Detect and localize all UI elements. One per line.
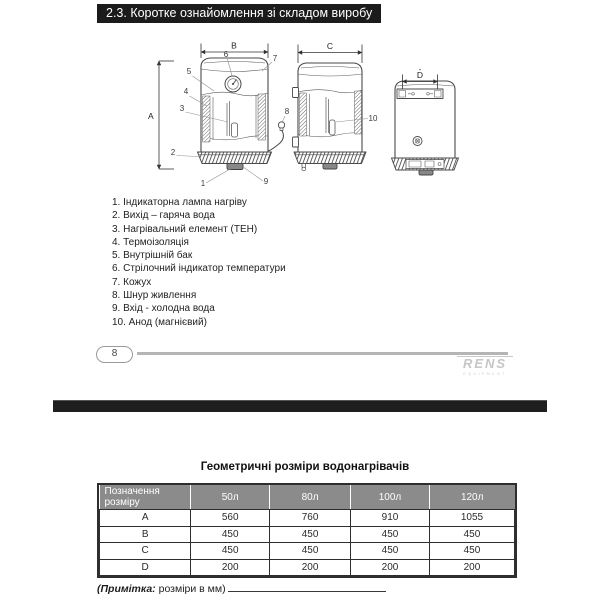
callout-1: 1	[200, 179, 206, 188]
brand-logo	[457, 356, 513, 376]
temperature-gauge-icon	[225, 76, 241, 92]
table-row	[100, 526, 515, 543]
table-cell: 450	[270, 543, 351, 560]
row-label: B	[100, 526, 191, 543]
callout-7: 7	[272, 54, 278, 63]
table-cell: 450	[351, 526, 430, 543]
callout-3: 3	[179, 104, 185, 113]
dimension-C	[298, 41, 362, 63]
brand-logo-subtext: EQUIPMENT	[463, 371, 507, 376]
row-label: A	[100, 510, 191, 527]
power-cord-icon	[269, 122, 285, 151]
column-header: Позначення розміру	[100, 485, 191, 510]
table-row	[100, 543, 515, 560]
table-cell: 1055	[429, 510, 514, 527]
table-cell: 450	[191, 543, 270, 560]
table-row	[100, 510, 515, 527]
page-divider-bar	[53, 400, 547, 412]
brand-logo-text: RENS	[457, 356, 513, 371]
mount-bracket-icon	[293, 137, 299, 147]
dimensions-table	[97, 483, 517, 578]
table-title: Геометричні розміри водонагрівачів	[200, 461, 410, 473]
parts-list-item: 6. Стрілочний індикатор температури	[112, 263, 286, 275]
callout-4: 4	[183, 87, 189, 96]
dim-label-c: C	[326, 41, 334, 51]
dim-label-b: B	[231, 40, 237, 51]
table-cell: 450	[429, 526, 514, 543]
callout-2: 2	[170, 148, 176, 157]
table-cell: 450	[429, 543, 514, 560]
row-label: C	[100, 543, 191, 560]
parts-list-item: 1. Індикаторна лампа нагріву	[112, 197, 247, 208]
table-cell: 450	[191, 526, 270, 543]
drain-cap-icon	[227, 164, 243, 170]
parts-list-item: 10. Анод (магнієвий)	[112, 316, 207, 328]
column-header: 80л	[270, 485, 351, 510]
parts-list-item: 2. Вихід – гаряча вода	[112, 210, 215, 222]
table-row	[100, 559, 515, 576]
page-number-badge	[96, 346, 133, 363]
table-cell: 200	[429, 559, 514, 576]
table-cell: 910	[351, 510, 430, 527]
table-cell: 200	[351, 559, 430, 576]
note-underline	[228, 581, 386, 592]
table-cell: 200	[270, 559, 351, 576]
callout-8: 8	[284, 107, 290, 116]
parts-list-item: 7. Кожух	[112, 276, 152, 288]
dim-label-d: D	[416, 70, 424, 80]
callout-5: 5	[186, 67, 192, 76]
table-cell: 450	[351, 543, 430, 560]
section-header	[97, 4, 381, 23]
back-view-drawing	[392, 69, 459, 175]
table-cell: 560	[191, 510, 270, 527]
footer-rule	[137, 352, 508, 355]
dim-label-a: A	[148, 111, 154, 121]
front-view-drawing	[148, 41, 290, 189]
mount-bracket-icon	[293, 88, 299, 98]
dimension-B	[201, 41, 268, 59]
anode-cap-icon	[413, 137, 422, 146]
parts-list	[112, 196, 286, 329]
table-header-row	[100, 485, 515, 510]
wall-bracket-drawing	[397, 89, 443, 99]
table-cell: 760	[270, 510, 351, 527]
row-label: D	[100, 559, 191, 576]
section-title: 2.3. Коротке ознайомлення зі складом виробу	[106, 6, 373, 20]
page-number: 8	[111, 348, 118, 359]
column-header: 50л	[191, 485, 270, 510]
callout-6: 6	[223, 50, 229, 59]
note-label: (Примітка:	[97, 583, 156, 595]
column-header: 120л	[429, 485, 514, 510]
table-cell: 200	[191, 559, 270, 576]
column-header: 100л	[351, 485, 430, 510]
table-note	[97, 581, 386, 595]
side-view-drawing	[293, 41, 378, 171]
callout-9: 9	[263, 177, 269, 186]
parts-list-item: 9. Вхід - холодна вода	[112, 303, 215, 315]
callout-10: 10	[368, 114, 378, 123]
parts-list-item: 5. Внутрішній бак	[112, 250, 193, 262]
note-text: розміри в мм)	[155, 583, 226, 595]
parts-list-item: 3. Нагрівальний елемент (ТЕН)	[112, 223, 258, 235]
water-heater-diagram	[140, 33, 485, 198]
parts-list-item: 8. Шнур живлення	[112, 290, 197, 302]
table-cell: 450	[270, 526, 351, 543]
parts-list-item: 4. Термоізоляція	[112, 236, 189, 248]
